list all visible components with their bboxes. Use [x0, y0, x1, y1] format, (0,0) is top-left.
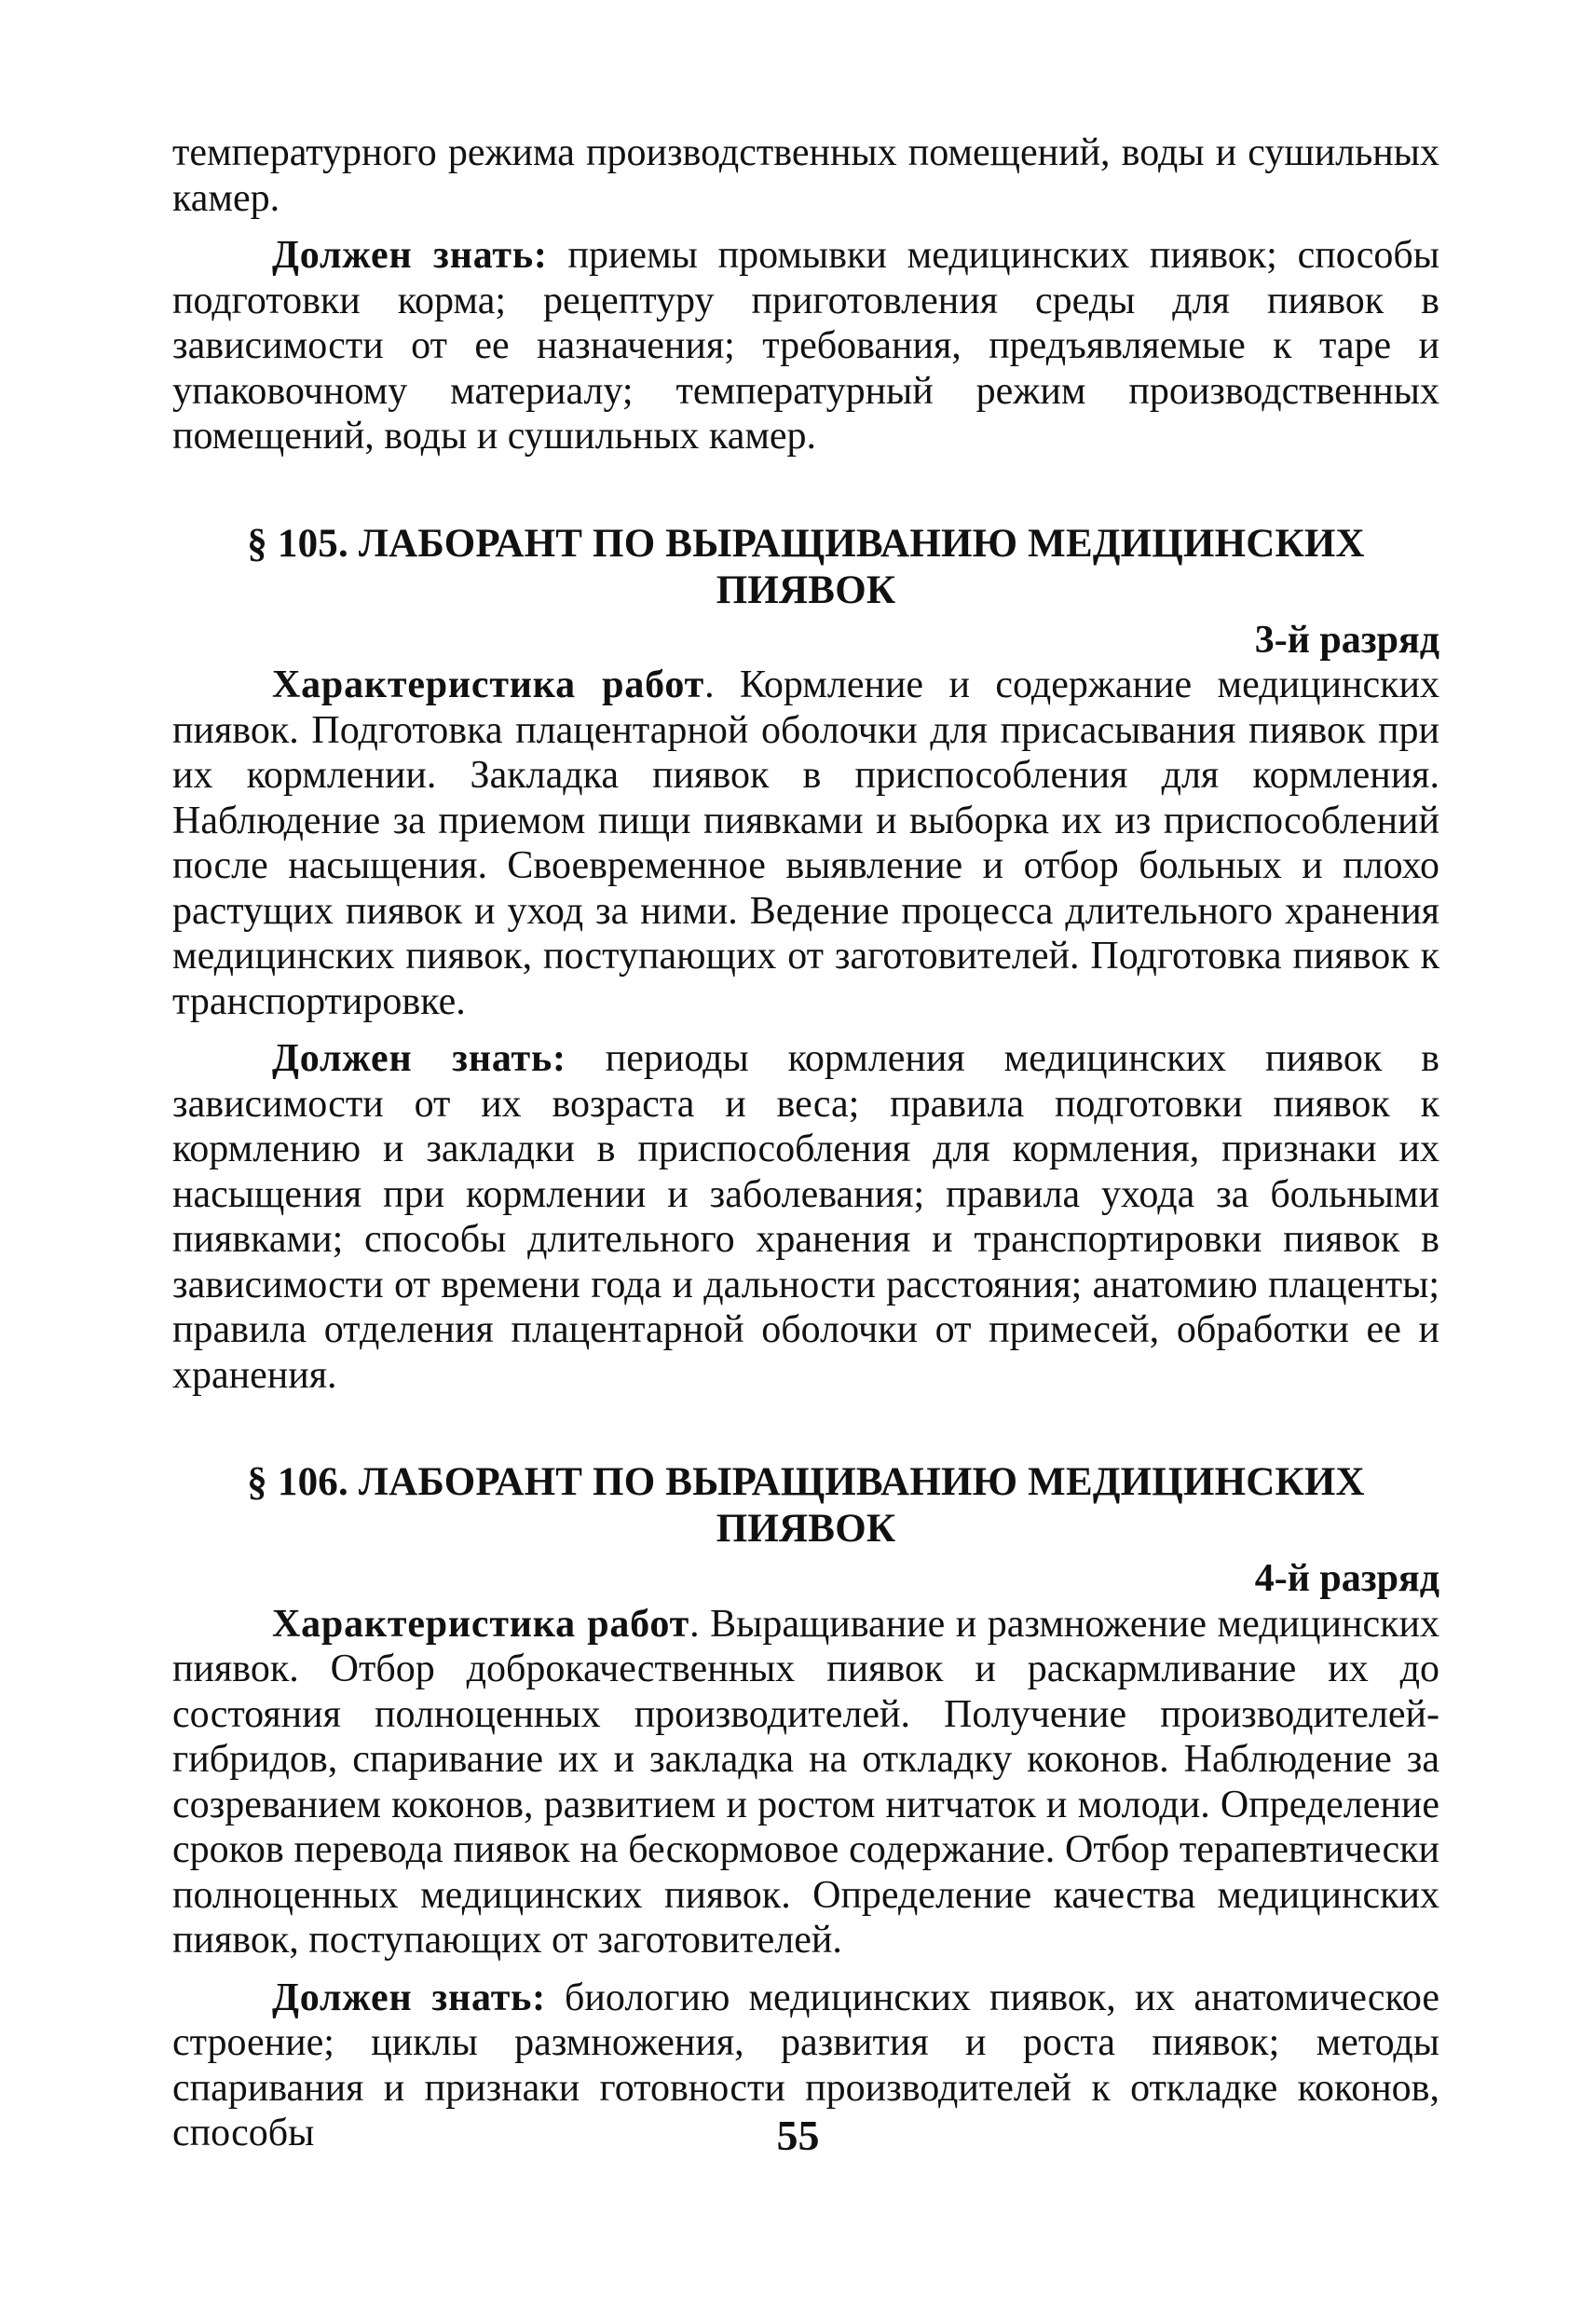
section-title-line2: ПИЯВОК [716, 567, 896, 612]
intro-knowledge-paragraph [172, 233, 1439, 459]
knowledge-label: Должен знать: [272, 234, 548, 277]
grade-label: 4-й разряд [1254, 1557, 1439, 1600]
characteristics-text: . Кормление и содержание медицинских пиявок. Подготовка плацентарной оболочки для присасывания пиявок при их кормлении. Закладка пиявок в приспособления для кормления. Наблюдение за приемом пищи пиявками и выборка их из приспособлений после насыщения. Своевременное выявление и отбор больных и плохо растущих пиявок и уход за ними. Ведение процесса длительного хранения медицинских пиявок, поступающих от заготовителей. Подготовка пиявок к транспортировке. [172, 663, 1440, 1023]
characteristics-paragraph [172, 1602, 1439, 1963]
knowledge-label: Должен знать: [272, 1976, 546, 2019]
characteristics-label: Характеристика работ [272, 1602, 690, 1646]
intro-continuation: температурного режима производственных помещений, воды и сушильных камер. [172, 131, 1439, 220]
knowledge-label: Должен знать: [272, 1037, 566, 1080]
characteristics-text: . Выращивание и размножение медицинских пиявок. Отбор доброкачественных пиявок и раскармливание их до состояния полноценных производителей. Получение производителей-гибридов, спаривание их и закладка на откладку коконов. Наблюдение за созреванием коконов, развитием и ростом нитчаток и молоди. Определение сроков перевода пиявок на бескормовое содержание. Отбор терапевтически полноценных медицинских пиявок. Определение качества медицинских пиявок, поступающих от заготовителей. [172, 1602, 1439, 1962]
section-105 [172, 521, 1439, 1399]
section-title [172, 1459, 1439, 1552]
grade-label: 3-й разряд [1254, 618, 1439, 662]
page-number: 55 [776, 2112, 820, 2159]
section-title [172, 521, 1439, 614]
characteristics-label: Характеристика работ [272, 663, 705, 706]
characteristics-paragraph [172, 663, 1439, 1024]
knowledge-text: биологию медицинских пиявок, их анатомическое строение; циклы размножения, развития и роста пиявок; методы спаривания и признаки готовности производителей к откладке коконов, способы [172, 1976, 1439, 2154]
section-title-line1: § 105. ЛАБОРАНТ ПО ВЫРАЩИВАНИЮ МЕДИЦИНСКИХ [247, 521, 1365, 566]
knowledge-text: приемы промывки медицинских пиявок; способы подготовки корма; рецептуру приготовления среды для пиявок в зависимости от ее назначения; требования, предъявляемые к таре и упаковочному материалу; температурный режим производственных помещений, воды и сушильных камер. [172, 234, 1439, 458]
knowledge-text: периоды кормления медицинских пиявок в зависимости от их возраста и веса; правила подготовки пиявок к кормлению и закладки в приспособления для кормления, признаки их насыщения при кормлении и заболевания; правила ухода за больными пиявками; способы длительного хранения и транспортировки пиявок в зависимости от времени года и дальности расстояния; анатомию плаценты; правила отделения плацентарной оболочки от примесей, обработки ее и хранения. [172, 1037, 1439, 1397]
section-title-line1: § 106. ЛАБОРАНТ ПО ВЫРАЩИВАНИЮ МЕДИЦИНСКИХ [247, 1460, 1365, 1504]
knowledge-paragraph [172, 1036, 1439, 1398]
section-title-line2: ПИЯВОК [716, 1507, 896, 1551]
document-page [172, 130, 1439, 2156]
section-106 [172, 1459, 1439, 2156]
